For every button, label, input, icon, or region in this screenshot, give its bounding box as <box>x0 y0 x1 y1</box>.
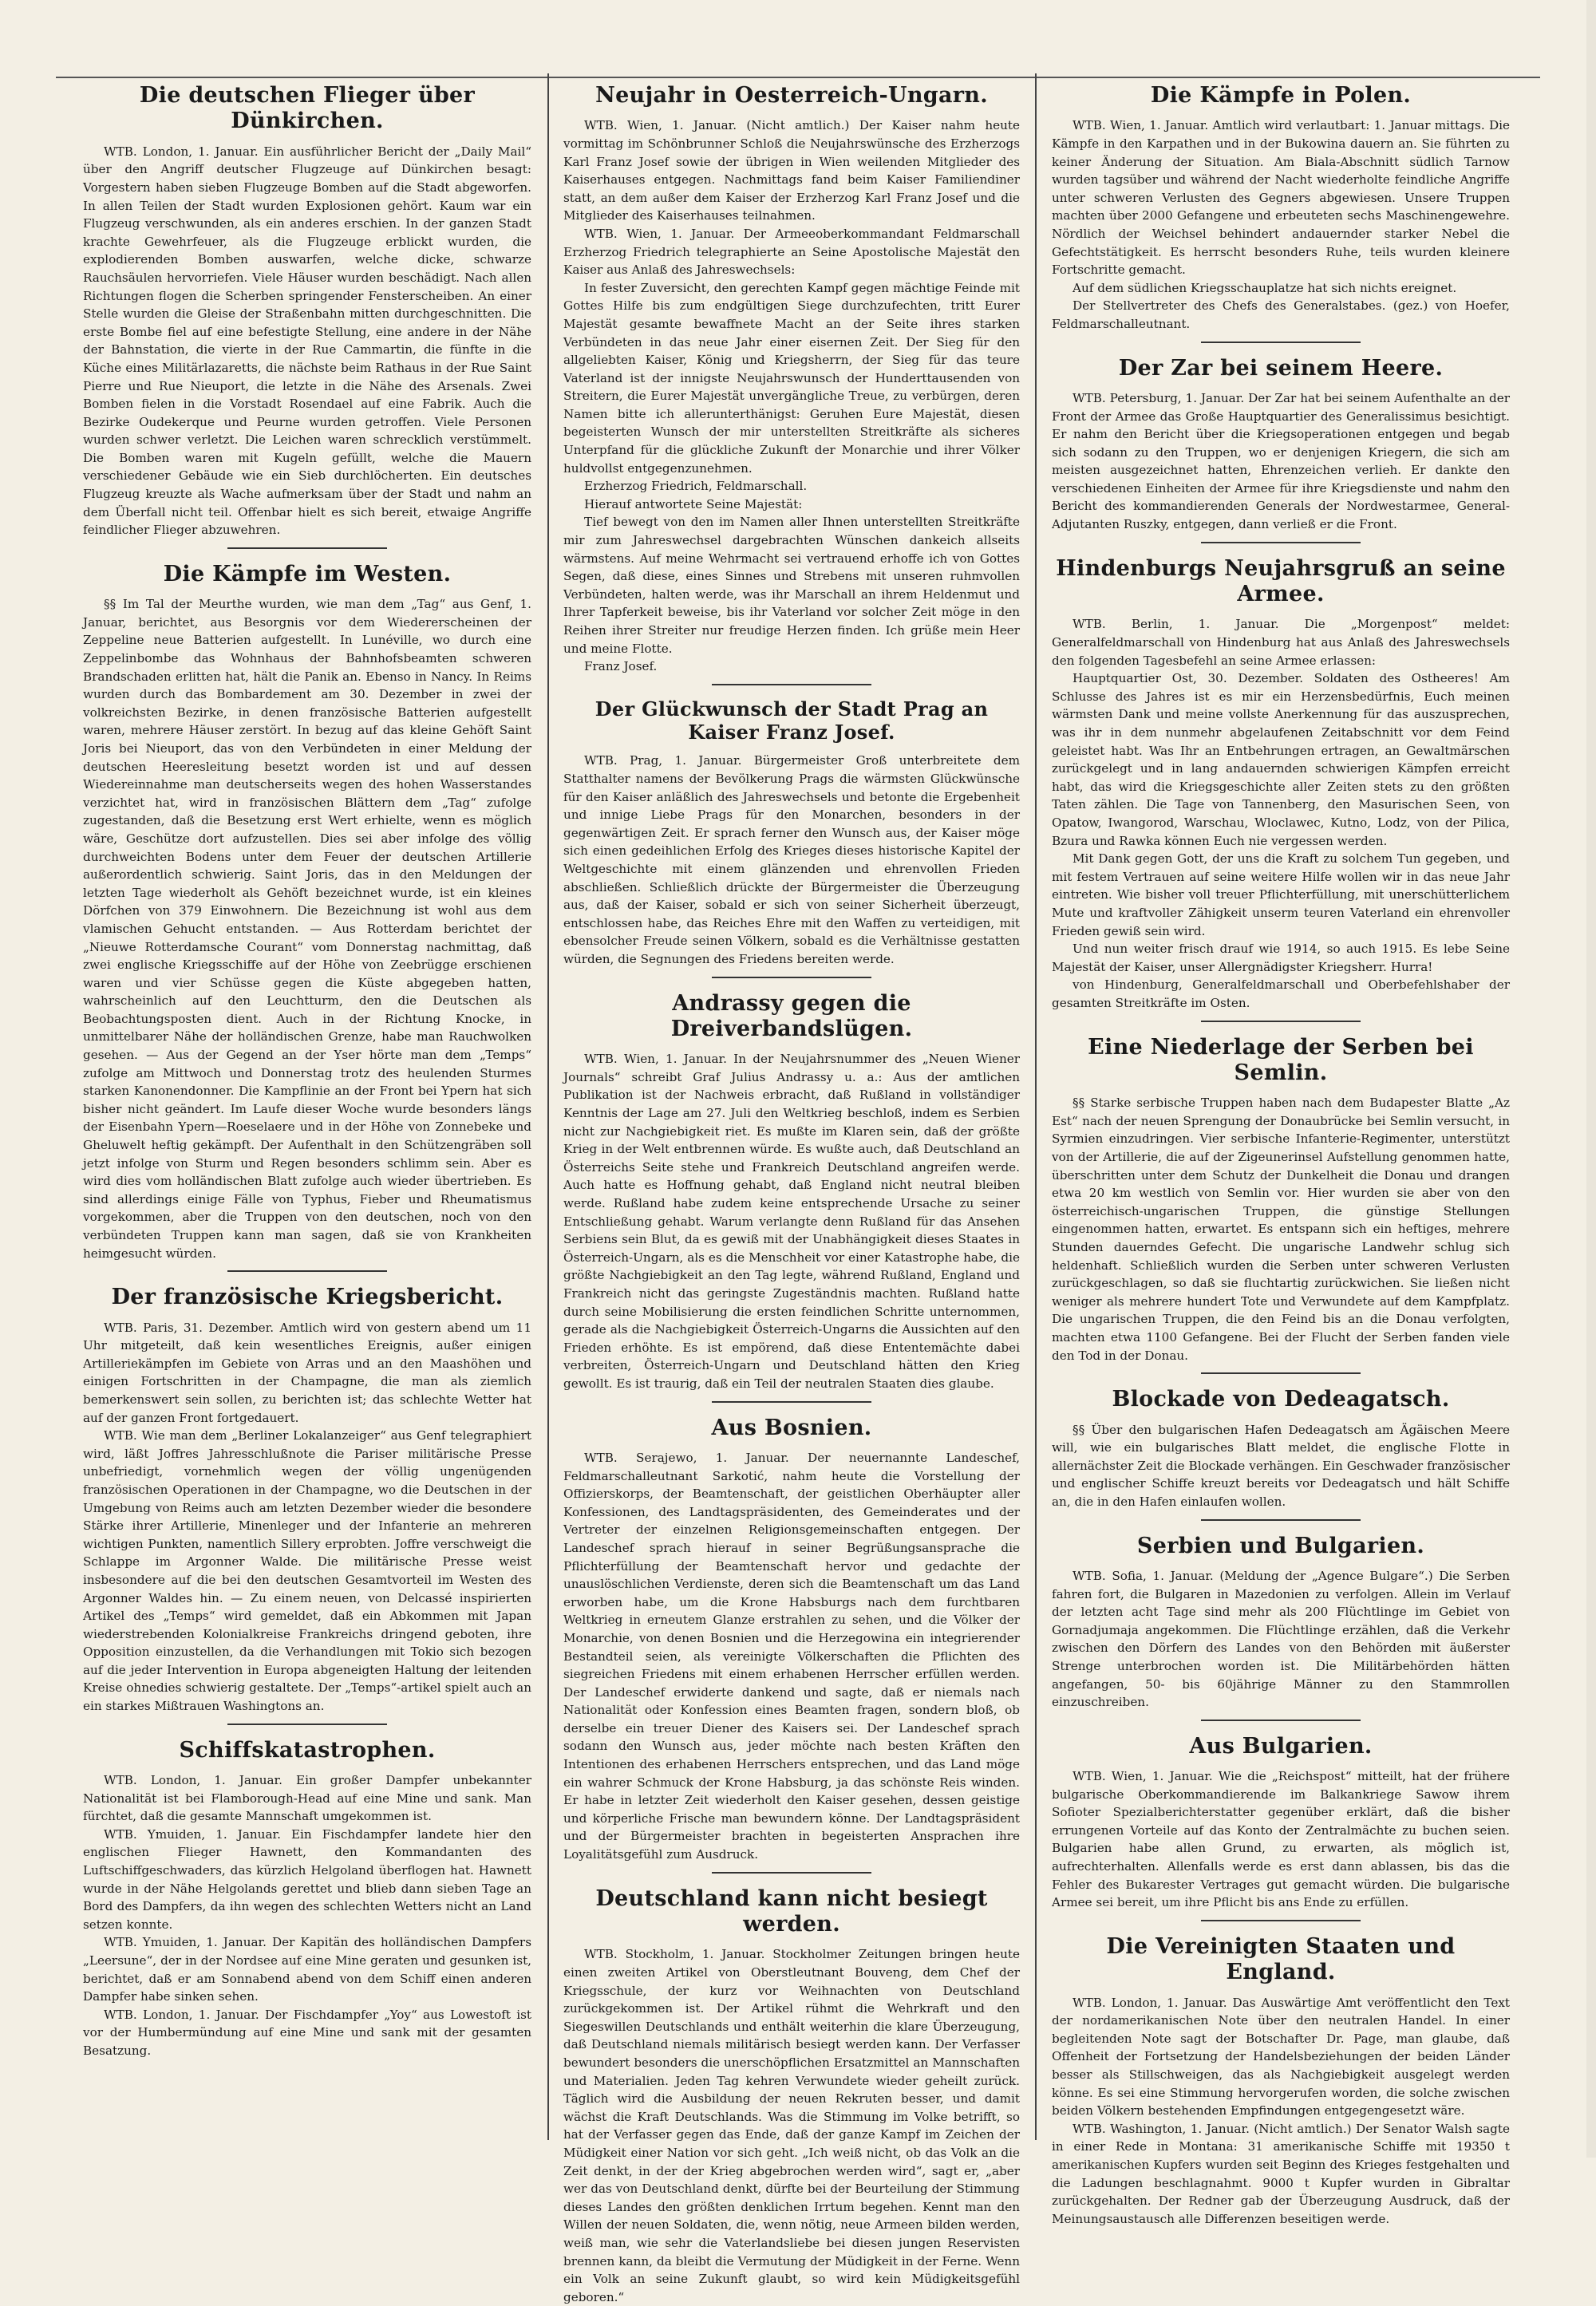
article-headline: Die Vereinigten Staaten und England. <box>1106 1933 1456 1985</box>
article-body <box>1052 1767 1510 1912</box>
article <box>83 1738 531 2060</box>
article <box>1052 1035 1510 1365</box>
article-paragraph: §§ Im Tal der Meurthe wurden, wie man dem „Tag“ aus Genf, 1. Januar, berichtet, aus Besorgnis vor dem Wiedererscheinen der Zeppeline neue Batterien aufgestellt. In Lunéville, wo durch eine Zeppelinbombe das Wohnhaus der Bahnhofsbeamten schweren Brandschaden erlitten hat, hält die Panik an. Ebenso in Nancy. In Reims wurden durch das Bombardement am 30. Dezember in zwei der volkreichsten Bezirke, in denen französische Batterien aufgestellt waren, mehrere Häuser zerstört. In bezug auf das kleine Gehöft Saint Joris bei Nieuport, das von den Verbündeten in einer Meldung der deutschen Heeresleitung besetzt worden ist und auf dessen Wiedereinnahme man deutscherseits wegen des hohen Wasserstandes verzichtet hat, wird in französischen Blättern dem „Tag“ zufolge zugestanden, daß die Besetzung erst Wert erhielte, wenn es möglich wäre, Geschütze dort aufzustellen. Dies sei aber infolge des völlig durchweichten Bodens unter dem Feuer der deutschen Artillerie außerordentlich schwierig. Saint Joris, das in den Meldungen der letzten Tage wiederholt als Gehöft bezeichnet wurde, ist ein kleines Dörfchen von 379 Einwohnern. Die Bezeichnung ist wohl aus dem vlamischen Gehucht entstanden. — Aus Rotterdam berichtet der „Nieuwe Rotterdamsche Courant“ vom Donnerstag nachmittag, daß zwei englische Kriegsschiffe auf der Höhe von Zeebrügge erschienen waren und vier Schüsse gegen die Küste abgegeben hatten, wahrscheinlich auf den Leuchtturm, den die Deutschen als Beobachtungsposten dient. Auch in der Richtung Knocke, in unmittelbarer Nähe der holländischen Grenze, habe man Rauchwolken gesehen. — Aus der Gegend an der Yser hörte man dem „Temps“ zufolge am Mittwoch und Donnerstag trotz des heulenden Sturmes starken Kanonendonner. Die Kampflinie an der Front bei Ypern hat sich bisher nicht geändert. Im Laufe dieser Woche wurde besonders längs der Eisenbahn Ypern—Roeselaere und in der Höhe von Zonnebeke und Gheluwelt heftig gekämpft. Der Aufenthalt in den Schützengräben soll jetzt infolge von Sturm und Regen besonders schlimm sein. Aber es wird dies vom holländischen Blatt zufolge auch wieder übertrieben. Es sind allerdings einige Fälle von Typhus, Fieber und Rheumatismus vorgekommen, aber die Truppen von den deutschen, noch von den verbündeten Truppen kann man sagen, daß sie von Krankheiten heimgesucht würden. <box>83 597 531 1261</box>
article-paragraph: §§ Starke serbische Truppen haben nach dem Budapester Blatte „Az Est“ nach der neuen Sprengung der Donaubrücke bei Semlin versucht, in Syrmien einzudringen. Vier serbische Infanterie-Regimenter, unterstützt von der Artillerie, die auf der Zigeunerinsel Aufstellung genommen hatte, überschritten unter dem Schutz der Dunkelheit die Donau und drangen etwa 20 km westlich von Semlin vor. Hier wurden sie aber von den österreichisch-ungarischen Truppen, die günstige Stellungen eingenommen hatten, erwartet. Es entspann sich ein heftiges, mehrere Stunden dauerndes Gefecht. Die ungarische Landwehr schlug sich heldenhaft. Schließlich wurden die Serben unter schweren Verlusten zurückgeschlagen, so daß sie fluchtartig zurückwichen. Sie ließen nicht weniger als mehrere hundert Tote und Verwundete auf dem Kampfplatz. Die ungarischen Truppen, die den Feind bis an die Donau verfolgten, machten etwa 1100 Gefangene. Bei der Flucht der Serben fanden viele den Tod in der Donau. <box>1052 1096 1510 1363</box>
article-signature: Der Stellvertreter des Chefs des Generalstabes. (gez.) von Hoefer, Feldmarschalleutnant. <box>1052 298 1510 331</box>
article-separator <box>1201 542 1361 543</box>
article-body <box>563 1945 1020 2306</box>
article-paragraph: Tief bewegt von den im Namen aller Ihnen unterstellten Streitkräfte mir zum Jahreswechsel dargebrachten Wünschen dankeich allseits wärmstens. Auf meine Wehrmacht sei vertrauend erhoffe ich von Gottes Segen, daß diese, eines Sinnes und Strebens mit unseren ruhmvollen Verbündeten, halten werde, was ihr Marschall an ihrem Heldenmut und Ihrer Tapferkeit beweise, bis ihr Vaterland vor solcher Zeit möge in den Reihen ihrer Streiter nur freudige Herzen finden. Ich grüße mein Heer und meine Flotte. <box>563 515 1020 656</box>
article-body <box>83 1319 531 1716</box>
article-signature: von Hindenburg, Generalfeldmarschall und Oberbefehlshaber der gesamten Streitkräfte im Osten. <box>1052 977 1510 1010</box>
article-headline: Aus Bulgarien. <box>1189 1733 1373 1759</box>
article-separator <box>227 547 387 549</box>
article-body <box>563 752 1020 968</box>
article-paragraph: Hierauf antwortete Seine Majestät: <box>584 496 803 511</box>
article-paragraph: WTB. London, 1. Januar. Das Auswärtige Amt veröffentlicht den Text der nordamerikanischen Note über den neutralen Handel. In einer begleitenden Note sagt der Botschafter Dr. Page, man glaube, daß Offenheit der Fortsetzung der Handelsbeziehungen der beiden Länder besser als Stillschweigen, das als Nachgiebigkeit ausgelegt werden könne. Es sei eine Stimmung hervorgerufen worden, die solche zwischen beiden Völkern bestehenden Empfindungen entgegengesetzt wäre. <box>1052 1995 1510 2118</box>
article-paragraph: WTB. Paris, 31. Dezember. Amtlich wird von gestern abend um 11 Uhr mitgeteilt, daß kein wesentliches Ereignis, außer einigen Artilleriekämpfen im Gebiete von Arras und an den Maashöhen und einigen Fortschritten in der Champagne, die man als ziemlich bemerkenswert sein sollen, zu berichten ist; das schlechte Wetter hat auf der ganzen Front fortgedauert. <box>83 1320 531 1425</box>
article-headline: Schiffskatastrophen. <box>179 1737 436 1763</box>
article-separator <box>1201 342 1361 343</box>
article <box>1052 556 1510 1013</box>
article-headline: Neujahr in Oesterreich-Ungarn. <box>595 83 988 108</box>
article <box>83 83 531 539</box>
article-headline: Eine Niederlage der Serben bei Semlin. <box>1088 1034 1474 1085</box>
article-body <box>1052 116 1510 333</box>
article-headline: Deutschland kann nicht besiegt werden. <box>595 1885 988 1937</box>
article <box>83 1285 531 1715</box>
article-paragraph: WTB. London, 1. Januar. Ein großer Dampfer unbekannter Nationalität ist bei Flamborough-Head auf eine Mine und sank. Man fürchtet, daß die gesamte Mannschaft umgekommen ist. <box>83 1773 531 1824</box>
article <box>1052 1534 1510 1712</box>
article-headline: Hindenburgs Neujahrsgruß an seine Armee. <box>1056 555 1506 607</box>
article-headline: Blockade von Dedeagatsch. <box>1112 1387 1450 1412</box>
article-headline: Serbien und Bulgarien. <box>1136 1533 1425 1558</box>
article-headline: Der Zar bei seinem Heere. <box>1118 355 1444 381</box>
article-body <box>83 1771 531 2060</box>
article-separator <box>1201 1720 1361 1721</box>
article-paragraph: WTB. Ymuiden, 1. Januar. Der Kapitän des holländischen Dampfers „Leersune“, der in der Nordsee auf eine Mine geraten und gesunken ist, berichtet, daß er am Sonnabend abend von dem Schiff einen anderen Dampfer habe sinken sehen. <box>83 1935 531 2004</box>
article-paragraph: WTB. London, 1. Januar. Ein ausführlicher Bericht der „Daily Mail“ über den Angriff deutscher Flugzeuge auf Dünkirchen besagt: Vorgestern haben sieben Flugzeuge Bomben auf die Stadt abgeworfen. In allen Teilen der Stadt wurden Explosionen gehört. Kaum war ein Flugzeug verschwunden, als ein anderes erschien. In der ganzen Stadt krachte Gewehrfeuer, als die Flugzeuge erblickt wurden, die explodierenden Bomben auswarfen, welche dicke, schwarze Rauchsäulen hervorriefen. Viele Häuser wurden beschädigt. Nach allen Richtungen flogen die Scherben springender Fensterscheiben. An einer Stelle wurden die Gleise der Straßenbahn mitten durchgeschnitten. Die erste Bombe fiel auf eine befestigte Stellung, eine andere in der Nähe der Bahnstation, die vierte in der Rue Cammartin, die fünfte in die Küche eines Militärlazaretts, die nächste beim Rathaus in der Rue Saint Pierre und Rue Nieuport, die letzte in die Nähe des Arsenals. Zwei Bomben fielen in die Vorstadt Rosendael auf eine Fabrik. Auch die Bezirke Oudekerque und Peurne wurden getroffen. Viele Personen wurden schwer verletzt. Die Leichen waren schrecklich verstümmelt. Die Bomben waren mit Kugeln gefüllt, welche die Mauern verschiedener Gebäude wie ein Sieb durchlöcherten. Ein deutsches Flugzeug kreuzte als Wache aufmerksam über der Stadt und nahm an dem Überfall nicht teil. Offenbar hielt es sich bereit, etwaige Angriffe feindlicher Flieger abzuwehren. <box>83 144 531 538</box>
article <box>83 562 531 1262</box>
article-paragraph: WTB. Serajewo, 1. Januar. Der neuernannte Landeschef, Feldmarschalleutnant Sarkotić, nahm heute die Vorstellung der Offizierskorps, der Beamtenschaft, der geistlichen Oberhäupter aller Konfessionen, des Landtagspräsidenten, des Gemeinderates und der Vertreter der einzelnen Religionsgemeinschaften entgegen. Der Landeschef sprach hierauf in seiner Begrüßungsansprache die Pflichterfüllung der Beamtenschaft hervor und gedachte der unauslöschlichen Verdienste, deren sich die Beamtenschaft um das Land erworben habe, um die Krone Habsburgs nach dem furchtbaren Weltkrieg in erneutem Glanze erstrahlen zu sehen, und die Völker der Monarchie, von denen Bosnien und die Herzegowina ein integrierender Bestandteil seien, als vereinigte Völkerschaften die Pflichten des siegreichen Friedens mit einem erhabenen Herrscher erfüllen werden. Der Landeschef erwiderte dankend und sagte, daß er niemals nach Nationalität oder Konfession eines Beamten fragen, sondern bloß, ob derselbe ein treuer Diener des Kaisers sei. Der Landeschef sprach sodann den Wunsch aus, jeder möchte nach besten Kräften den Intentionen des erhabenen Herrschers entsprechen, und das Land möge ein wahrer Schmuck der Krone Habsburg, ja das schönste Reis winden. Er habe in letzter Zeit wiederholt den Kaiser gesehen, dessen geistige und körperliche Frische man bewundern könne. Der Landtagspräsident und der Bürgermeister brachten in begeisterten Ansprachen ihre Loyalitätsgefühl zum Ausdruck. <box>563 1450 1020 1862</box>
article-paragraph: Hauptquartier Ost, 30. Dezember. Soldaten des Ostheeres! Am Schlusse des Jahres ist es mir ein Herzensbedürfnis, Euch meinen wärmsten Dank und meine vollste Anerkennung für das auszusprechen, was ihr in dem nunmehr abgelaufenen Zeitabschnitt vor dem Feind geleistet habt. Was Ihr an Entbehrungen ertragen, an Gewaltmärschen zurückgelegt und in lang andauernden schwierigen Kämpfen erreicht habt, das wird die Kriegsgeschichte aller Zeiten stets zu den größten Taten zählen. Die Tage von Tannenberg, den Masurischen Seen, von Opatow, Iwangorod, Warschau, Wloclawec, Kutno, Lodz, von der Pilica, Bzura und Rawka können Euch nie vergessen werden. <box>1052 671 1510 848</box>
article-separator <box>1201 1372 1361 1374</box>
article-body <box>1052 1421 1510 1511</box>
article-paragraph: WTB. Ymuiden, 1. Januar. Ein Fischdampfer landete hier den englischen Flieger Hawnett, den Kommandanten des Luftschiffgeschwaders, das kürzlich Helgoland überflogen hat. Hawnett wurde in der Nähe Helgolands gerettet und blieb dann sieben Tage an Bord des Dampfers, da ihn wegen des schlechten Wetters nicht an Land setzen konnte. <box>83 1826 531 1932</box>
article-headline: Andrassy gegen die Dreiverbandslügen. <box>670 990 913 1041</box>
column-3 <box>1037 70 1524 2226</box>
article-separator <box>712 1872 871 1874</box>
column-1 <box>69 70 546 2137</box>
article-headline: Aus Bosnien. <box>711 1415 872 1440</box>
article-separator <box>712 684 871 685</box>
column-2 <box>549 70 1034 2304</box>
article-paragraph: WTB. Wien, 1. Januar. In der Neujahrsnummer des „Neuen Wiener Journals“ schreibt Graf Julius Andrassy u. a.: Aus der amtlichen Publikation ist der Nachweis erbracht, daß Rußland in vollständiger Kenntnis der Lage am 27. Juli den Weltkrieg beschloß, indem es Serbien nicht zur Nachgiebigkeit riet. Es mußte im Klaren sein, daß der größte Krieg in der Welt entbrennen würde. Es wußte auch, daß Deutschland an Österreichs Seite stehe und Frankreich Deutschland angreifen werde. Auch hatte es Hoffnung gehabt, daß England nicht neutral bleiben werde. Rußland habe zudem keine entsprechende Ursache zu seiner Entschließung gehabt. Warum verlangte denn Rußland für das Ansehen Serbiens sein Blut, da es gewiß mit der Unabhängigkeit dieses Staates in Österreich-Ungarn, als es die Menschheit vor einer Katastrophe habe, die größte Nachgiebigkeit an den Tag legte, während Rußland, England und Frankreich nicht das geringste Zugeständnis machten. Rußland hatte durch seine Mobilisierung die ersten feindlichen Schritte unternommen, gerade als die Nachgiebigkeit Österreich-Ungarns die Aussichten auf den Frieden erhöhte. Es ist empörend, daß diese Ententemächte dabei verbreiten, Österreich-Ungarn und Deutschland hätten den Krieg gewollt. Es ist traurig, daß ein Teil der neutralen Staaten dies glaube. <box>563 1052 1020 1391</box>
article-paragraph: WTB. Prag, 1. Januar. Bürgermeister Groß unterbreitete dem Statthalter namens der Bevölkerung Prags die wärmsten Glückwünsche für den Kaiser anläßlich des Jahreswechsels und betonte die Ergebenheit und innige Liebe Prags für den Monarchen, besonders in der gegenwärtigen Zeit. Er sprach ferner den Wunsch aus, der Kaiser möge sich einen gedeihlichen Erfolg des Krieges dieses historische Kapitel der Weltgeschichte mit einem glänzenden und ehrenvollen Frieden abschließen. Schließlich drückte der Bürgermeister die Überzeugung aus, daß der Kaiser, sobald er sich von seiner Sicherheit überzeugt, entschlossen habe, das Reiches Ehre mit den Waffen zu verteidigen, mit ebensolcher Freude seinen Völkern, sobald es die Verhältnisse gestatten würden, die Segnungen des Friedens bereiten werde. <box>563 753 1020 966</box>
article-paragraph: WTB. Berlin, 1. Januar. Die „Morgenpost“ meldet: Generalfeldmarschall von Hindenburg hat aus Anlaß des Jahreswechsels den folgenden Tagesbefehl an seine Armee erlassen: <box>1052 617 1510 668</box>
article-paragraph: WTB. Wien, 1. Januar. Wie die „Reichspost“ mitteilt, hat der frühere bulgarische Oberkommandierende im Balkankriege Sawow ihrem Sofioter Spezialberichterstatter gegenüber erklärt, daß die bisher errungenen Vorteile auf das Konto der Zentralmächte zu buchen seien. Bulgarien habe allen Grund, zu erwarten, als möglich ist, aufrechterhalten. Allenfalls werde es erst dann ablassen, bis das die Fehler des Bukarester Vertrages gut gemacht würden. Die bulgarische Armee sei bereit, um ihre Pflicht bis ans Ende zu erfüllen. <box>1052 1769 1510 1910</box>
article-paragraph: §§ Über den bulgarischen Hafen Dedeagatsch am Ägäischen Meere will, wie ein bulgarisches Blatt meldet, die englische Flotte in allernächster Zeit die Blockade verhängen. Ein Geschwader französischer und englischer Schiffe kreuzt bereits vor Dedeagatsch und hält Schiffe an, die in den Hafen einlaufen wollen. <box>1052 1422 1510 1509</box>
article <box>563 698 1020 969</box>
article-paragraph: WTB. Wie man dem „Berliner Lokalanzeiger“ aus Genf telegraphiert wird, läßt Joffres Jahresschlußnote die Pariser militärische Presse unbefriedigt, vornehmlich wegen der völlig ungenügenden französischen Operationen in der Champagne, wo die Deutschen in der Umgebung von Reims auch am letzten Dezember wieder die besondere Stärke ihrer Artillerie, Minenleger und der Infanterie an mehreren wichtigen Punkten, namentlich Sillery erprobten. Joffre verschweigt die Schlappe im Argonner Walde. Die militärische Presse weist insbesondere auf die bei den deutschen Gesamtvorteil im Westen des Argonner Waldes hin. — Zu einem neuen, von Delcassé inspirierten Artikel des „Temps“ wird gemeldet, daß ein Abkommen mit Japan wiederstrebenden Kolonialkreise Frankreichs dringend geboten, ihre Opposition einzustellen, da die Verhandlungen mit Tokio sich bezogen auf die jeder Intervention in Europa abgeneigten Haltung der leitenden Kreise ohnedies schwierig gestaltete. Der „Temps“-artikel spielt auch an ein starkes Mißtrauen Washingtons an. <box>83 1428 531 1714</box>
article-paragraph: WTB. Wien, 1. Januar. Der Armeeoberkommandant Feldmarschall Erzherzog Friedrich telegraphierte an Seine Apostolische Majestät den Kaiser aus Anlaß des Jahreswechsels: <box>563 226 1020 278</box>
article-body <box>563 1449 1020 1864</box>
article-paragraph: WTB. Washington, 1. Januar. (Nicht amtlich.) Der Senator Walsh sagte in einer Rede in Montana: 31 amerikanische Schiffe mit 19350 t amerikanischen Kupfers wurden seit Beginn des Krieges festgehalten und die Ladungen beschlagnahmt. 9000 t Kupfer wurden in Gibraltar zurückgehalten. Der Redner gab der Überzeugung Ausdruck, daß der Meinungsaustausch alle Differenzen beseitigen werde. <box>1052 2121 1510 2226</box>
article-separator <box>1201 1519 1361 1521</box>
article-separator <box>712 1401 871 1403</box>
article-separator <box>227 1724 387 1725</box>
article-body <box>1052 1094 1510 1364</box>
article-headline: Der französische Kriegsbericht. <box>111 1285 504 1310</box>
article-body <box>1052 1994 1510 2229</box>
article-body <box>1052 1567 1510 1712</box>
page-edge <box>1586 0 1596 2158</box>
article-body <box>1052 615 1510 1012</box>
article-paragraph: WTB. London, 1. Januar. Der Fischdampfer „Yoy“ aus Lowestoft ist vor der Humbermündung auf eine Mine und sank mit der gesamten Besatzung. <box>83 2007 531 2058</box>
article <box>1052 356 1510 534</box>
article-signature: Franz Josef. <box>584 659 658 674</box>
article-signature: Erzherzog Friedrich, Feldmarschall. <box>584 479 808 494</box>
article-paragraph: WTB. Stockholm, 1. Januar. Stockholmer Zeitungen bringen heute einen zweiten Artikel von Oberstleutnant Bouveng, dem Chef der Kriegsschule, der kurz vor Weihnachten von Deutschland zurückgekommen ist. Der Artikel rühmt die Wehrkraft und den Siegeswillen Deutschlands und enthält weiterhin die klare Überzeugung, daß Deutschland niemals militärisch besiegt werden kann. Der Verfasser bewundert besonders die unerschöpflichen Ersatzmittel an Mannschaften und Materialien. Jeden Tag kehren Verwundete wieder geheilt zurück. Täglich wird die Ausbildung der neuen Rekruten besser, und damit wächst die Kraft Deutschlands. Was die Stimmung im Volke betrifft, so hat der Verfasser gegen das Ende, daß der ganze Kampf im Zeichen der Müdigkeit einer Nation vor sich geht. „Ich weiß nicht, ob das Volk an die Zeit denkt, in der der Krieg abgebrochen werden wird“, sagt er, „aber wer das von Deutschland denkt, dürfte bei der Beurteilung der Stimmung dieses Landes den größten denklichen Irrtum begehen. Kennt man den Willen der neuen Soldaten, die, wenn nötig, neue Armeen bilden werden, weiß man, wie sehr die Vaterlandsliebe bei diesen jungen Reservisten brennen kann, da bleibt die Vermutung der Müdigkeit in der Ferne. Wenn ein Volk an seine Zukunft glaubt, so wird kein Müdigkeitsgefühl geboren.“ <box>563 1947 1020 2304</box>
article-separator <box>712 977 871 978</box>
article-paragraph: WTB. Wien, 1. Januar. (Nicht amtlich.) Der Kaiser nahm heute vormittag im Schönbrunner Schloß die Neujahrswünsche des Erzherzogs Karl Franz Josef sowie der übrigen in Wien weilenden Mitglieder des Kaiserhauses entgegen. Nachmittags fand beim Kaiser Familiendiner statt, an dem außer dem Kaiser der Erzherzog Karl Franz Josef und die Mitglieder des Kaiserhauses teilnahmen. <box>563 118 1020 223</box>
article-headline: Der Glückwunsch der Stadt Prag an Kaiser Franz Josef. <box>595 697 989 744</box>
article <box>563 991 1020 1393</box>
article-paragraph: WTB. Petersburg, 1. Januar. Der Zar hat bei seinem Aufenthalte an der Front der Armee das Große Hauptquartier des Generalissimus besichtigt. Er nahm den Bericht über die Kriegsoperationen entgegen und begab sich sodann zu den Truppen, wo er denjenigen Kriegern, die sich am meisten ausgezeichnet hatten, Ehrenzeichen verlieh. Er dankte den verschiedenen Einheiten der Armee für ihre Kriegsdienste und nahm den Bericht des kommandierenden Generals der Nordwestarmee, General-Adjutanten Ruszky, entgegen, dann verließ er die Front. <box>1052 390 1510 532</box>
article-paragraph: WTB. Sofia, 1. Januar. (Meldung der „Agence Bulgare“.) Die Serben fahren fort, die Bulgaren in Mazedonien zu verfolgen. Allein im Verlauf der letzten acht Tage sind mehr als 200 Flüchtlinge im Gebiet von Gornadjumaja angekommen. Die Flüchtlinge erzählen, daß die Verkehr zwischen den Dörfern des Landes von den Behörden mit äußerster Strenge unterbrochen worden ist. Die Militärbehörden hätten angefangen, 50- bis 60jährige Männer zu den Stammrollen einzuschreiben. <box>1052 1568 1510 1710</box>
article-paragraph: Auf dem südlichen Kriegsschauplatze hat sich nichts ereignet. <box>1073 280 1457 295</box>
column-divider <box>1035 73 1037 2140</box>
article-headline: Die deutschen Flieger über Dünkirchen. <box>139 83 476 134</box>
article-paragraph: In fester Zuversicht, den gerechten Kampf gegen mächtige Feinde mit Gottes Hilfe bis zum endgültigen Siege durchzufechten, tritt Eurer Majestät gesamte bewaffnete Macht an der Seite ihres starken Verbündeten in das neue Jahr einer eisernen Zeit. Der Sieg für den allgeliebten Kaiser, König und Kriegsherrn, der Sieg für das teure Vaterland ist der innigste Neujahrswunsch der Hunderttausenden von Streitern, die Eurer Majestät unvergängliche Treue, zu verbürgen, deren Namen bitte ich allerunterthänigst: Geruhen Eure Majestät, diesen begeisterten Wunsch der mir unterstellten Streitkräfte als sicheres Unterpfand für die glückliche Zukunft der Monarchie und ihrer Völker huldvollst entgegenzunehmen. <box>563 280 1020 476</box>
article-body <box>563 116 1020 675</box>
article-separator <box>227 1270 387 1272</box>
article-paragraph: WTB. Wien, 1. Januar. Amtlich wird verlautbart: 1. Januar mittags. Die Kämpfe in den Karpathen und in der Bukowina dauern an. Sie führten zu keiner Änderung der Situation. Am Biala-Abschnitt südlich Tarnow wurden tagsüber und während der Nacht wiederholte feindliche Angriffe unter schweren Verlusten des Gegners abgewiesen. Unsere Truppen machten über 2000 Gefangene und erbeuteten sechs Maschinengewehre. Nördlich der Weichsel behindert andauernder starker Nebel die Gefechtstätigkeit. Es herrscht besonders Ruhe, teils wurden kleinere Fortschritte gemacht. <box>1052 118 1510 278</box>
article <box>563 1416 1020 1864</box>
article-headline: Die Kämpfe in Polen. <box>1150 83 1412 108</box>
article-body <box>1052 389 1510 534</box>
article-separator <box>1201 1021 1361 1022</box>
article <box>1052 83 1510 334</box>
article <box>1052 1934 1510 2229</box>
article-paragraph: Mit Dank gegen Gott, der uns die Kraft zu solchem Tun gegeben, und mit festem Vertrauen auf seine weitere Hilfe wollen wir in das neue Jahr eintreten. Wie bisher voll treuer Pflichterfüllung, mit unerschütterlichem Mute und kraftvoller Zähigkeit unserm teuren Vaterland ein ehrenvoller Frieden gewiß sein wird. <box>1052 851 1510 938</box>
article-separator <box>1201 1920 1361 1921</box>
article-body <box>83 595 531 1262</box>
article <box>563 83 1020 676</box>
article <box>1052 1387 1510 1510</box>
article <box>1052 1734 1510 1912</box>
article-headline: Die Kämpfe im Westen. <box>163 561 452 586</box>
article-body <box>83 143 531 539</box>
article-body <box>563 1050 1020 1392</box>
article-paragraph: Und nun weiter frisch drauf wie 1914, so auch 1915. Es lebe Seine Majestät der Kaiser, unser Allergnädigster Kriegsherr. Hurra! <box>1052 942 1510 974</box>
article <box>563 1886 1020 2306</box>
